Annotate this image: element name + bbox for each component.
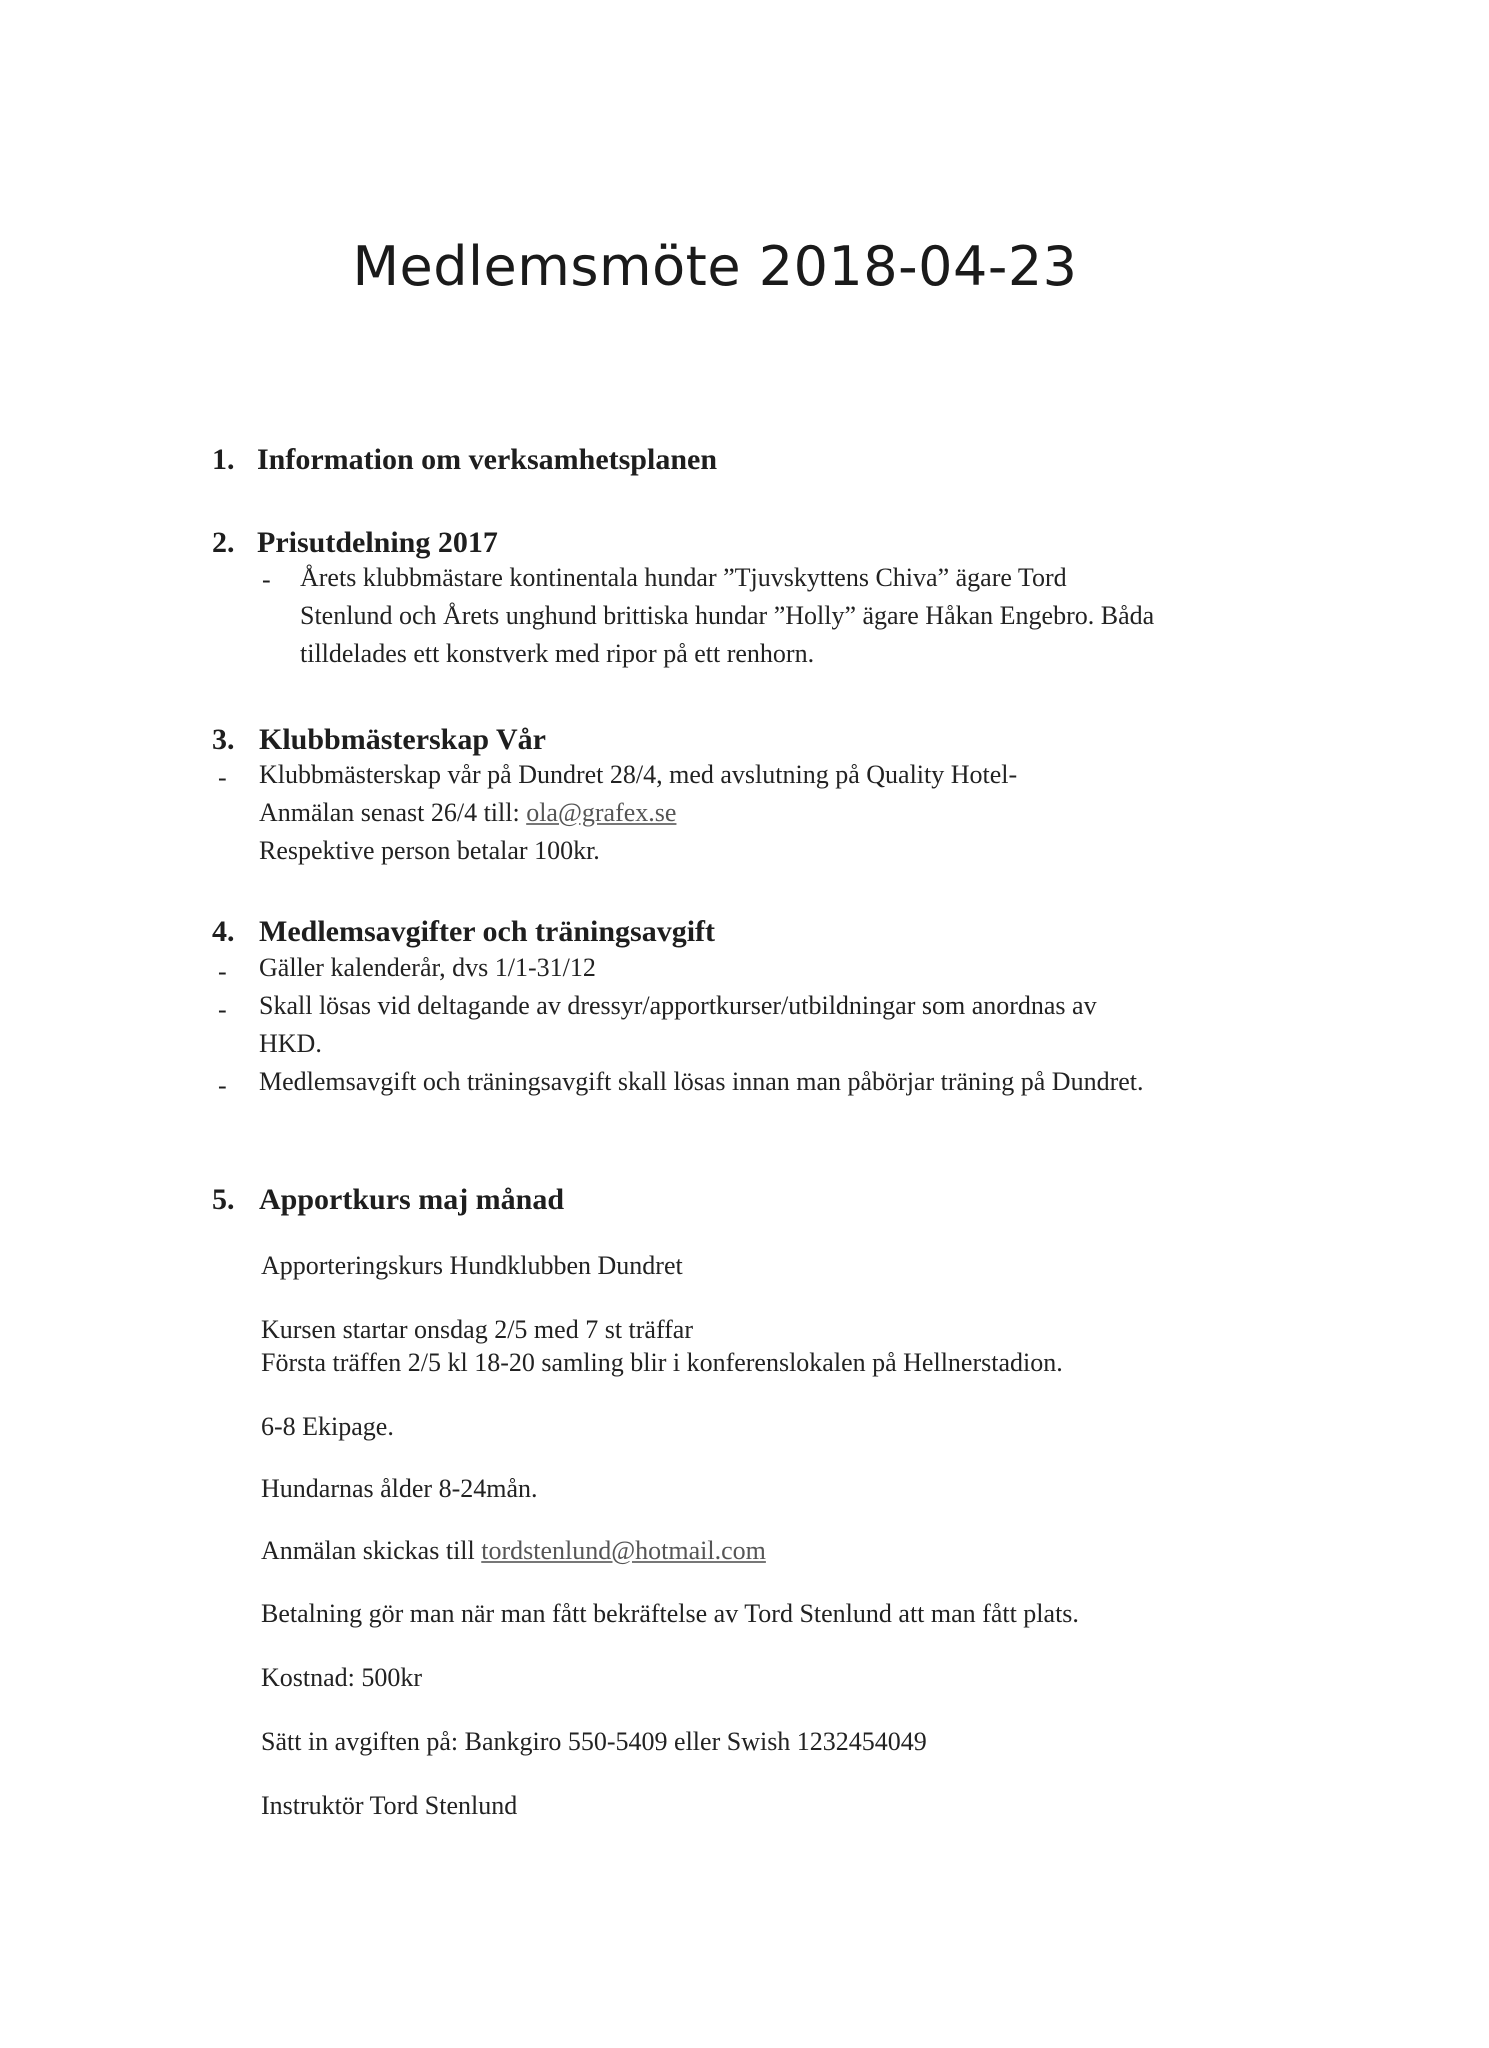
section-2-bullet-dash: - xyxy=(262,565,271,594)
section-5-paragraph xyxy=(261,1536,766,1566)
section-4-bullet-line: Skall lösas vid deltagande av dressyr/apportkurser/utbildningar som anordnas av xyxy=(259,991,1097,1020)
section-2-number: 2. xyxy=(212,526,235,559)
section-5-paragraph: Kostnad: 500kr xyxy=(261,1663,423,1692)
signup-text: Anmälan senast 26/4 till: xyxy=(259,798,527,827)
section-4-bullet-line: Gäller kalenderår, dvs 1/1-31/12 xyxy=(259,953,596,982)
section-2-bullet-line: tilldelades ett konstverk med ripor på ett renhorn. xyxy=(300,639,815,668)
section-3-bullet-dash: - xyxy=(218,763,227,792)
section-5-paragraph: 6-8 Ekipage. xyxy=(261,1412,394,1441)
section-4-bullet-line: Medlemsavgift och träningsavgift skall lösas innan man påbörjar träning på Dundret. xyxy=(259,1067,1144,1096)
section-4-bullet-dash: - xyxy=(218,957,227,986)
section-5-paragraph: Betalning gör man när man fått bekräftelse av Tord Stenlund att man fått plats. xyxy=(261,1599,1079,1628)
section-4-bullet-line: HKD. xyxy=(259,1029,322,1058)
section-5-heading: Apportkurs maj månad xyxy=(259,1183,565,1216)
section-4-bullet-dash: - xyxy=(218,995,227,1024)
section-4-number: 4. xyxy=(212,915,235,948)
section-4-bullet-dash: - xyxy=(218,1071,227,1100)
email-link[interactable]: ola@grafex.se xyxy=(526,798,677,827)
section-5-paragraph: Apporteringskurs Hundklubben Dundret xyxy=(261,1251,683,1280)
section-3-heading: Klubbmästerskap Vår xyxy=(259,723,546,756)
section-2-heading: Prisutdelning 2017 xyxy=(257,526,498,559)
section-5-paragraph: Sätt in avgiften på: Bankgiro 550-5409 eller Swish 1232454049 xyxy=(261,1727,927,1756)
signup-text: Anmälan skickas till xyxy=(261,1536,482,1565)
page-title: Medlemsmöte 2018-04-23 xyxy=(352,235,1078,298)
section-5-paragraph: Första träffen 2/5 kl 18-20 samling blir i konferenslokalen på Hellnerstadion. xyxy=(261,1348,1063,1377)
section-3-bullet-line: Klubbmästerskap vår på Dundret 28/4, med avslutning på Quality Hotel- xyxy=(259,760,1018,789)
section-3-number: 3. xyxy=(212,723,235,756)
section-5-paragraph: Instruktör Tord Stenlund xyxy=(261,1791,518,1820)
section-2-bullet-line: Stenlund och Årets unghund brittiska hundar ”Holly” ägare Håkan Engebro. Båda xyxy=(300,601,1155,630)
section-1-number: 1. xyxy=(212,443,235,476)
section-1-heading: Information om verksamhetsplanen xyxy=(257,443,718,476)
section-5-paragraph: Hundarnas ålder 8-24mån. xyxy=(261,1474,538,1503)
section-5-paragraph: Kursen startar onsdag 2/5 med 7 st träffar xyxy=(261,1315,694,1344)
section-4-heading: Medlemsavgifter och träningsavgift xyxy=(259,915,716,948)
section-3-bullet-line xyxy=(259,798,676,828)
section-2-bullet-line: Årets klubbmästare kontinentala hundar ”Tjuvskyttens Chiva” ägare Tord xyxy=(300,563,1067,592)
section-3-bullet-line: Respektive person betalar 100kr. xyxy=(259,836,600,865)
section-5-number: 5. xyxy=(212,1183,235,1216)
email-link[interactable]: tordstenlund@hotmail.com xyxy=(481,1536,766,1565)
